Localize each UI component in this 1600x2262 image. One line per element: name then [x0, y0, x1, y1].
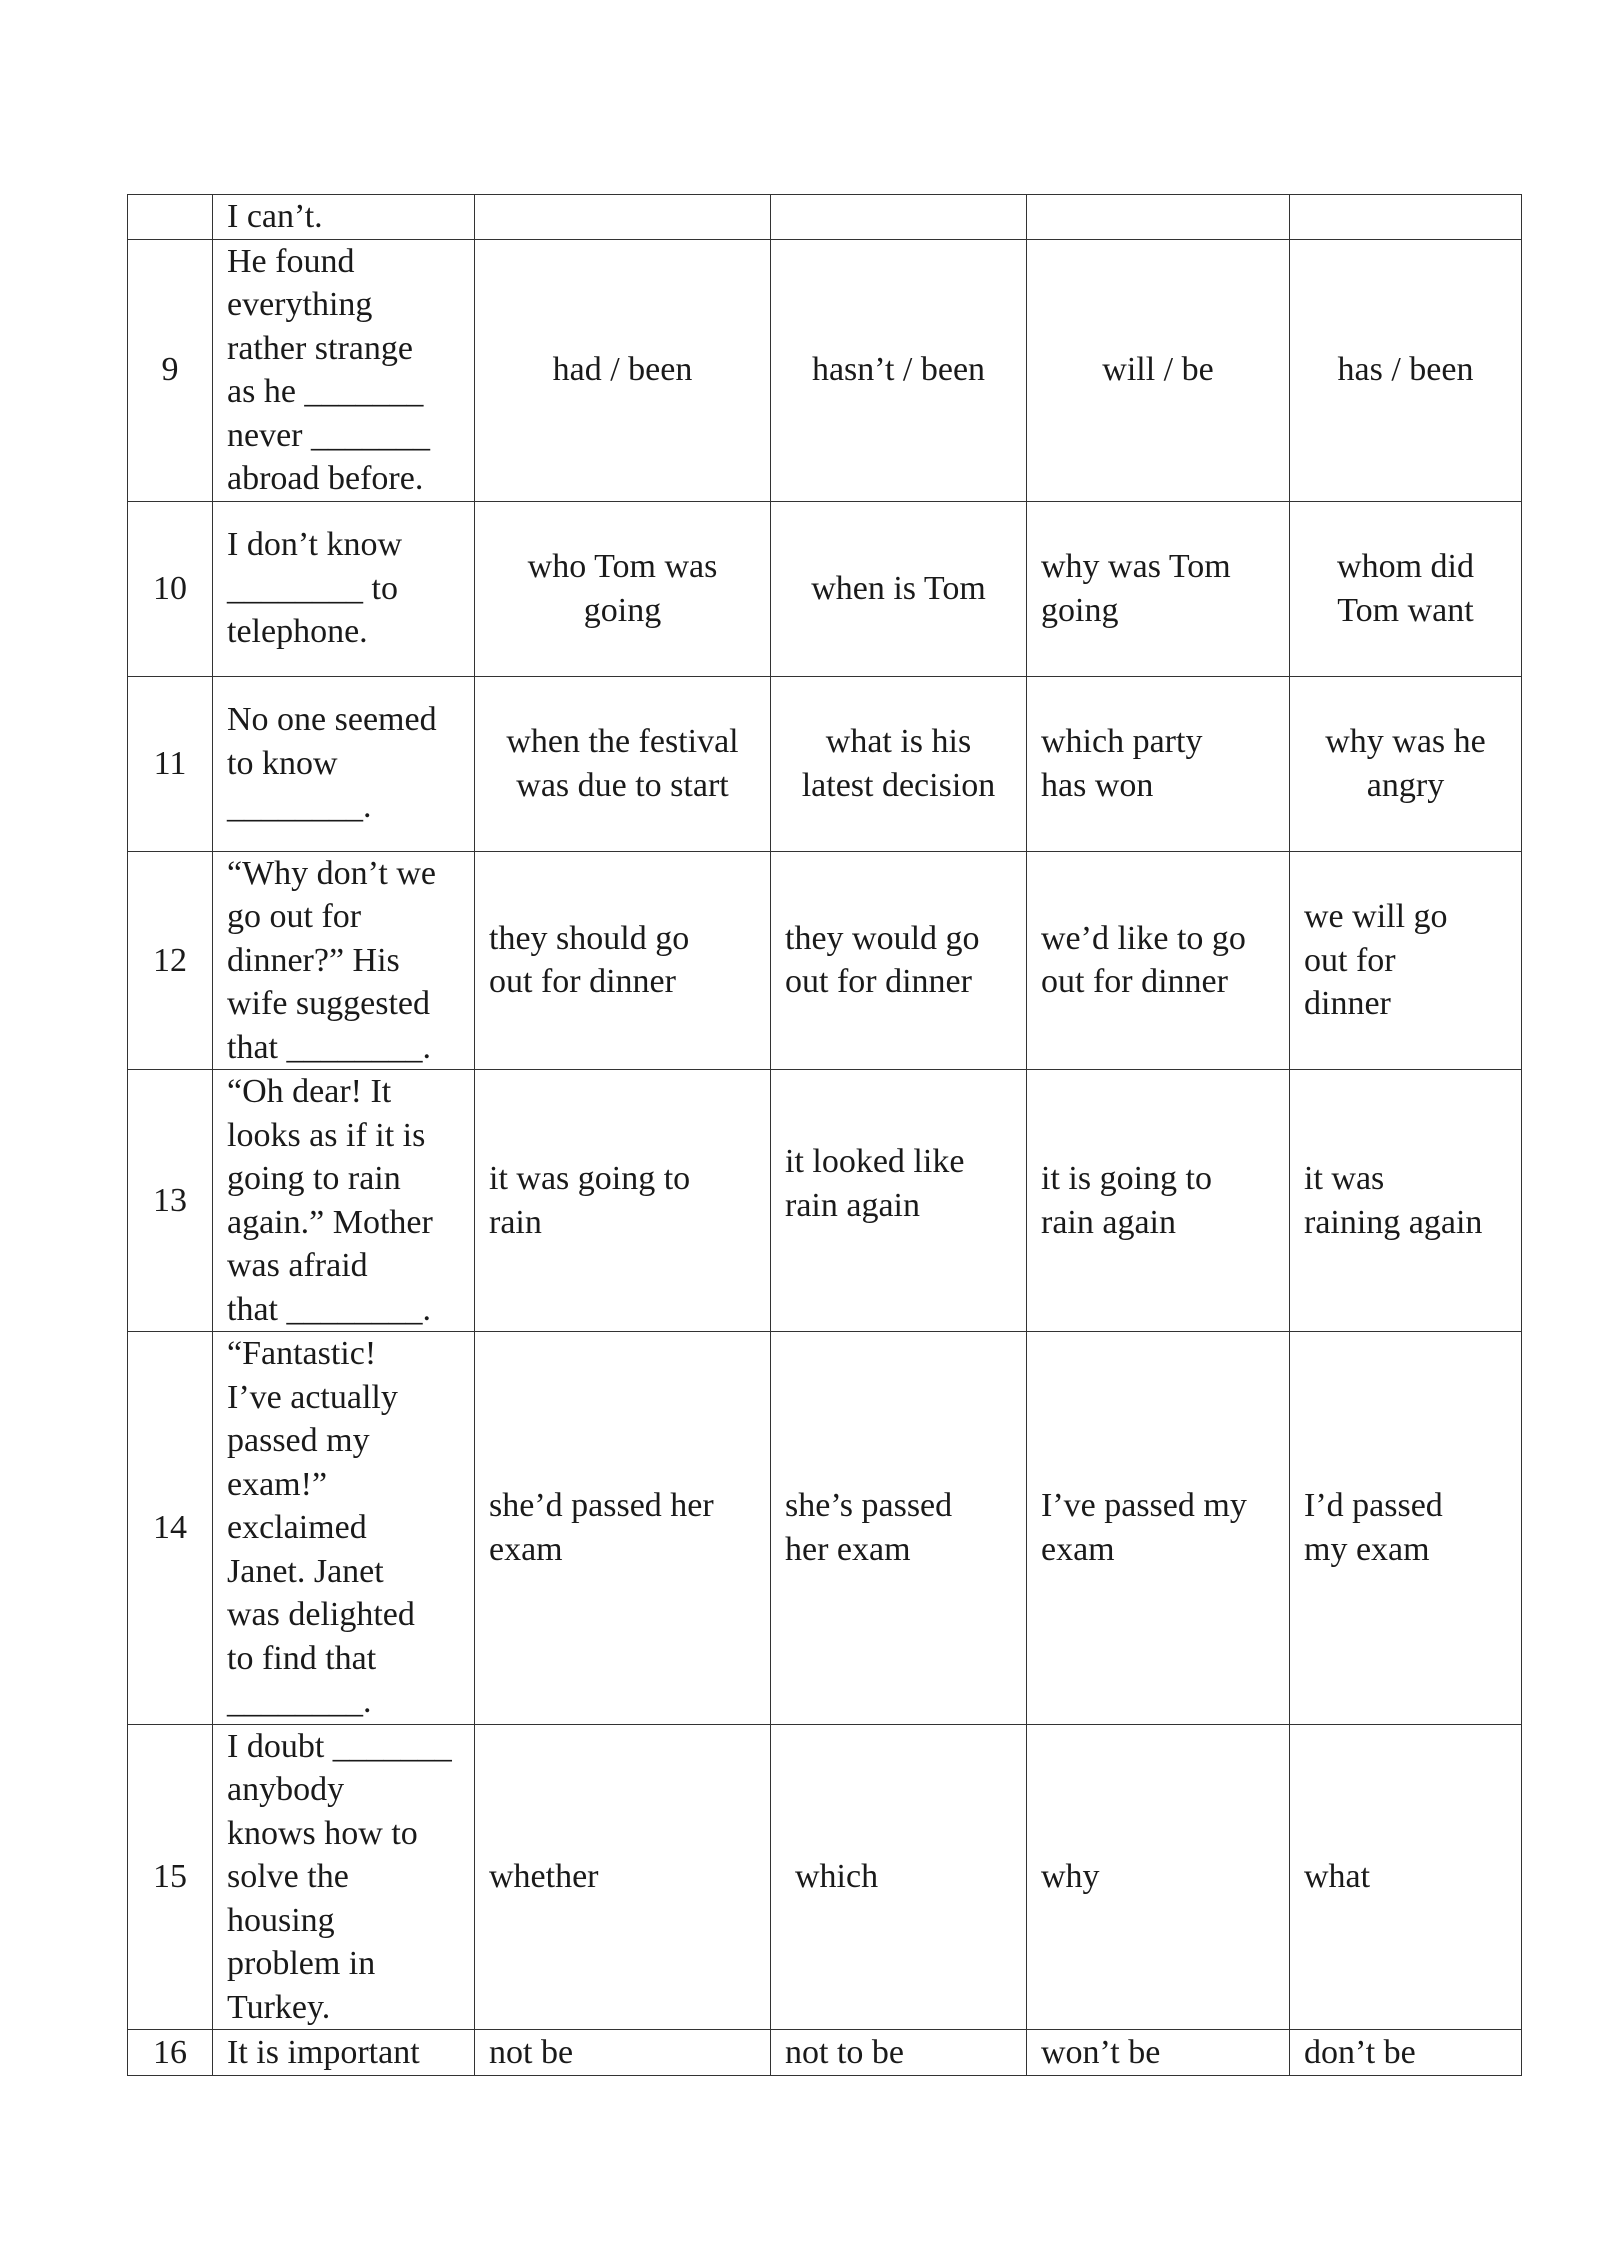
- option-d: we will go out for dinner: [1290, 851, 1522, 1070]
- question-text: He found everything rather strange as he _______ never _______ abroad before.: [213, 239, 475, 501]
- question-number: 13: [128, 1070, 213, 1332]
- table-row: [128, 2030, 1522, 2076]
- option-c: we’d like to go out for dinner: [1027, 851, 1290, 1070]
- table-row: [128, 1070, 1522, 1332]
- option-a: when the festival was due to start: [475, 676, 771, 851]
- option-d: it was raining again: [1290, 1070, 1522, 1332]
- quiz-table: [127, 194, 1522, 2076]
- option-b: it looked like rain again: [771, 1070, 1027, 1332]
- option-d: don’t be: [1290, 2030, 1522, 2076]
- option-c: which party has won: [1027, 676, 1290, 851]
- option-d: has / been: [1290, 239, 1522, 501]
- option-d: [1290, 195, 1522, 240]
- question-number: 14: [128, 1332, 213, 1725]
- table-row: [128, 1724, 1522, 2030]
- table-row: [128, 851, 1522, 1070]
- question-text: It is important: [213, 2030, 475, 2076]
- table-row: [128, 239, 1522, 501]
- question-text: I can’t.: [213, 195, 475, 240]
- question-text: I don’t know ________ to telephone.: [213, 501, 475, 676]
- option-b: what is his latest decision: [771, 676, 1027, 851]
- question-number: [128, 195, 213, 240]
- option-d: why was he angry: [1290, 676, 1522, 851]
- question-text: “Fantastic! I’ve actually passed my exam!” exclaimed Janet. Janet was delighted to find that ________.: [213, 1332, 475, 1725]
- option-a: they should go out for dinner: [475, 851, 771, 1070]
- option-d: whom did Tom want: [1290, 501, 1522, 676]
- option-a: had / been: [475, 239, 771, 501]
- option-a: she’d passed her exam: [475, 1332, 771, 1725]
- option-b: [771, 195, 1027, 240]
- option-a: who Tom was going: [475, 501, 771, 676]
- option-a: [475, 195, 771, 240]
- question-text: “Oh dear! It looks as if it is going to rain again.” Mother was afraid that ________.: [213, 1070, 475, 1332]
- option-c: I’ve passed my exam: [1027, 1332, 1290, 1725]
- option-a: not be: [475, 2030, 771, 2076]
- option-b: which: [771, 1724, 1027, 2030]
- option-c: why: [1027, 1724, 1290, 2030]
- option-d: I’d passed my exam: [1290, 1332, 1522, 1725]
- option-c: why was Tom going: [1027, 501, 1290, 676]
- table-row: [128, 1332, 1522, 1725]
- question-text: No one seemed to know ________.: [213, 676, 475, 851]
- option-c: [1027, 195, 1290, 240]
- option-b: she’s passed her exam: [771, 1332, 1027, 1725]
- question-text: I doubt _______ anybody knows how to solve the housing problem in Turkey.: [213, 1724, 475, 2030]
- option-b: they would go out for dinner: [771, 851, 1027, 1070]
- option-a: it was going to rain: [475, 1070, 771, 1332]
- option-c: will / be: [1027, 239, 1290, 501]
- question-number: 9: [128, 239, 213, 501]
- question-text: “Why don’t we go out for dinner?” His wife suggested that ________.: [213, 851, 475, 1070]
- option-b: hasn’t / been: [771, 239, 1027, 501]
- question-number: 16: [128, 2030, 213, 2076]
- question-number: 10: [128, 501, 213, 676]
- option-c: won’t be: [1027, 2030, 1290, 2076]
- table-row: [128, 676, 1522, 851]
- table-row: [128, 195, 1522, 240]
- table-row: [128, 501, 1522, 676]
- option-b: not to be: [771, 2030, 1027, 2076]
- question-number: 15: [128, 1724, 213, 2030]
- option-c: it is going to rain again: [1027, 1070, 1290, 1332]
- question-number: 11: [128, 676, 213, 851]
- question-number: 12: [128, 851, 213, 1070]
- option-a: whether: [475, 1724, 771, 2030]
- option-d: what: [1290, 1724, 1522, 2030]
- option-b: when is Tom: [771, 501, 1027, 676]
